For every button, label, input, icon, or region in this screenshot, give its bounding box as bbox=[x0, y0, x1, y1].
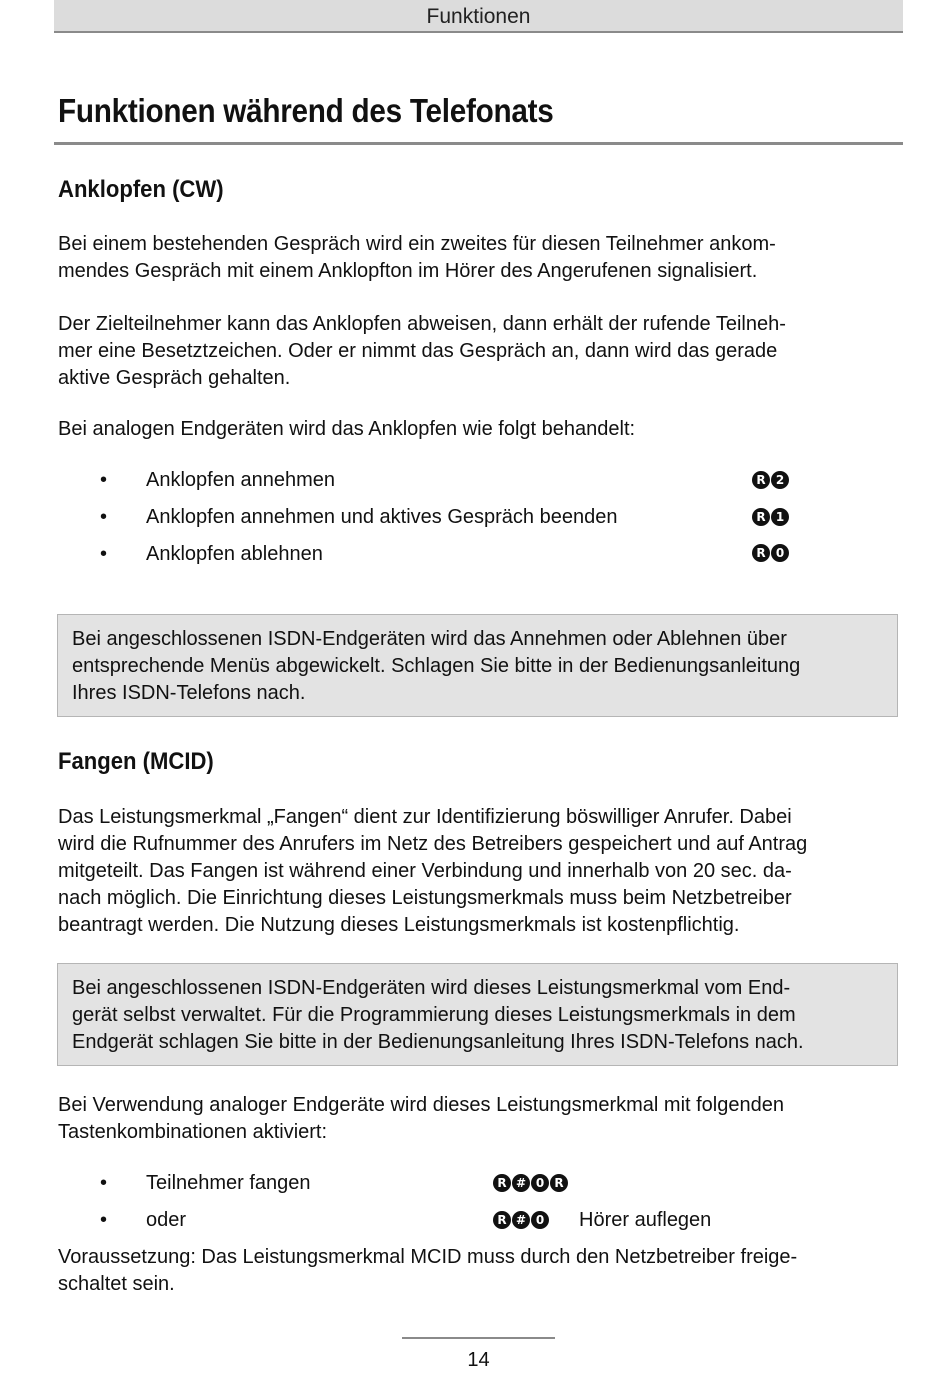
section-title-mcid: Fangen (MCID) bbox=[58, 748, 214, 775]
bullet-icon: • bbox=[100, 469, 108, 491]
running-header: Funktionen bbox=[54, 0, 903, 33]
bullet-icon: • bbox=[100, 1209, 108, 1231]
key-sequence bbox=[752, 508, 789, 526]
note-box-cw: Bei angeschlossenen ISDN-Endgeräten wird das Annehmen oder Ablehnen über entsprechende Menüs abgewickelt. Schlagen Sie bitte in der Bedienungsanleitung Ihres ISDN-Telefons nach. bbox=[57, 614, 898, 717]
paragraph-mcid-requirement: Voraussetzung: Das Leistungsmerkmal MCID muss durch den Netzbetreiber freige- schaltet sein. bbox=[58, 1246, 798, 1295]
key-hash-icon: # bbox=[512, 1174, 530, 1192]
key-r-icon: R bbox=[493, 1174, 511, 1192]
key-hash-icon: # bbox=[512, 1211, 530, 1229]
key-sequence bbox=[493, 1174, 568, 1192]
bullet-icon: • bbox=[100, 506, 108, 528]
paragraph-cw-intro: Bei einem bestehenden Gespräch wird ein zweites für diesen Teilnehmer ankom- mendes Gespräch mit einem Anklopfton im Hörer des Angerufenen signalisiert. bbox=[58, 233, 776, 282]
footer-rule bbox=[402, 1337, 555, 1339]
key-2-icon: 2 bbox=[771, 471, 789, 489]
paragraph-mcid-intro: Das Leistungsmerkmal „Fangen“ dient zur Identifizierung böswilliger Anrufer. Dabei wird die Rufnummer des Anrufers im Netz des Betreibers gespeichert und auf Antrag mitgeteilt. Das Fangen ist während einer Verbindung und innerhalb von 20 sec. da- nach möglich. Die Einrichtung dieses Leistungsmerkmals muss beim Netzbetreiber beantragt werden. Die Nutzung dieses Leistungsmerkmals ist kostenpflichtig. bbox=[58, 806, 808, 936]
key-0-icon: 0 bbox=[531, 1174, 549, 1192]
key-r-icon: R bbox=[493, 1211, 511, 1229]
key-r-icon: R bbox=[550, 1174, 568, 1192]
paragraph-cw-analog: Bei analogen Endgeräten wird das Anklopfen wie folgt behandelt: bbox=[58, 418, 636, 440]
page-number: 14 bbox=[467, 1349, 490, 1371]
key-sequence bbox=[752, 544, 789, 562]
key-sequence bbox=[493, 1211, 549, 1229]
paragraph-cw-target: Der Zielteilnehmer kann das Anklopfen abweisen, dann erhält der rufende Teilneh- mer eine Besetztzeichen. Oder er nimmt das Gespräch an, dann wird das gerade aktive Gespräch gehalten. bbox=[58, 313, 786, 389]
key-r-icon: R bbox=[752, 544, 770, 562]
hang-up-instruction: Hörer auflegen bbox=[579, 1209, 712, 1231]
key-r-icon: R bbox=[752, 471, 770, 489]
key-sequence bbox=[752, 471, 789, 489]
note-box-mcid: Bei angeschlossenen ISDN-Endgeräten wird dieses Leistungsmerkmal vom End- gerät selbst verwaltet. Für die Programmierung dieses Leistungsmerkmals in dem Endgerät schlagen Sie bitte in der Bedienungsanleitung Ihres ISDN-Telefons nach. bbox=[57, 963, 898, 1066]
key-0-icon: 0 bbox=[771, 544, 789, 562]
title-rule bbox=[54, 142, 903, 145]
key-r-icon: R bbox=[752, 508, 770, 526]
key-0-icon: 0 bbox=[531, 1211, 549, 1229]
section-title-cw: Anklopfen (CW) bbox=[58, 176, 224, 203]
paragraph-mcid-analog: Bei Verwendung analoger Endgeräte wird dieses Leistungsmerkmal mit folgenden Tastenkombinationen aktiviert: bbox=[58, 1094, 784, 1143]
bullet-icon: • bbox=[100, 1172, 108, 1194]
key-1-icon: 1 bbox=[771, 508, 789, 526]
page-title: Funktionen während des Telefonats bbox=[58, 92, 554, 129]
bullet-icon: • bbox=[100, 543, 108, 565]
